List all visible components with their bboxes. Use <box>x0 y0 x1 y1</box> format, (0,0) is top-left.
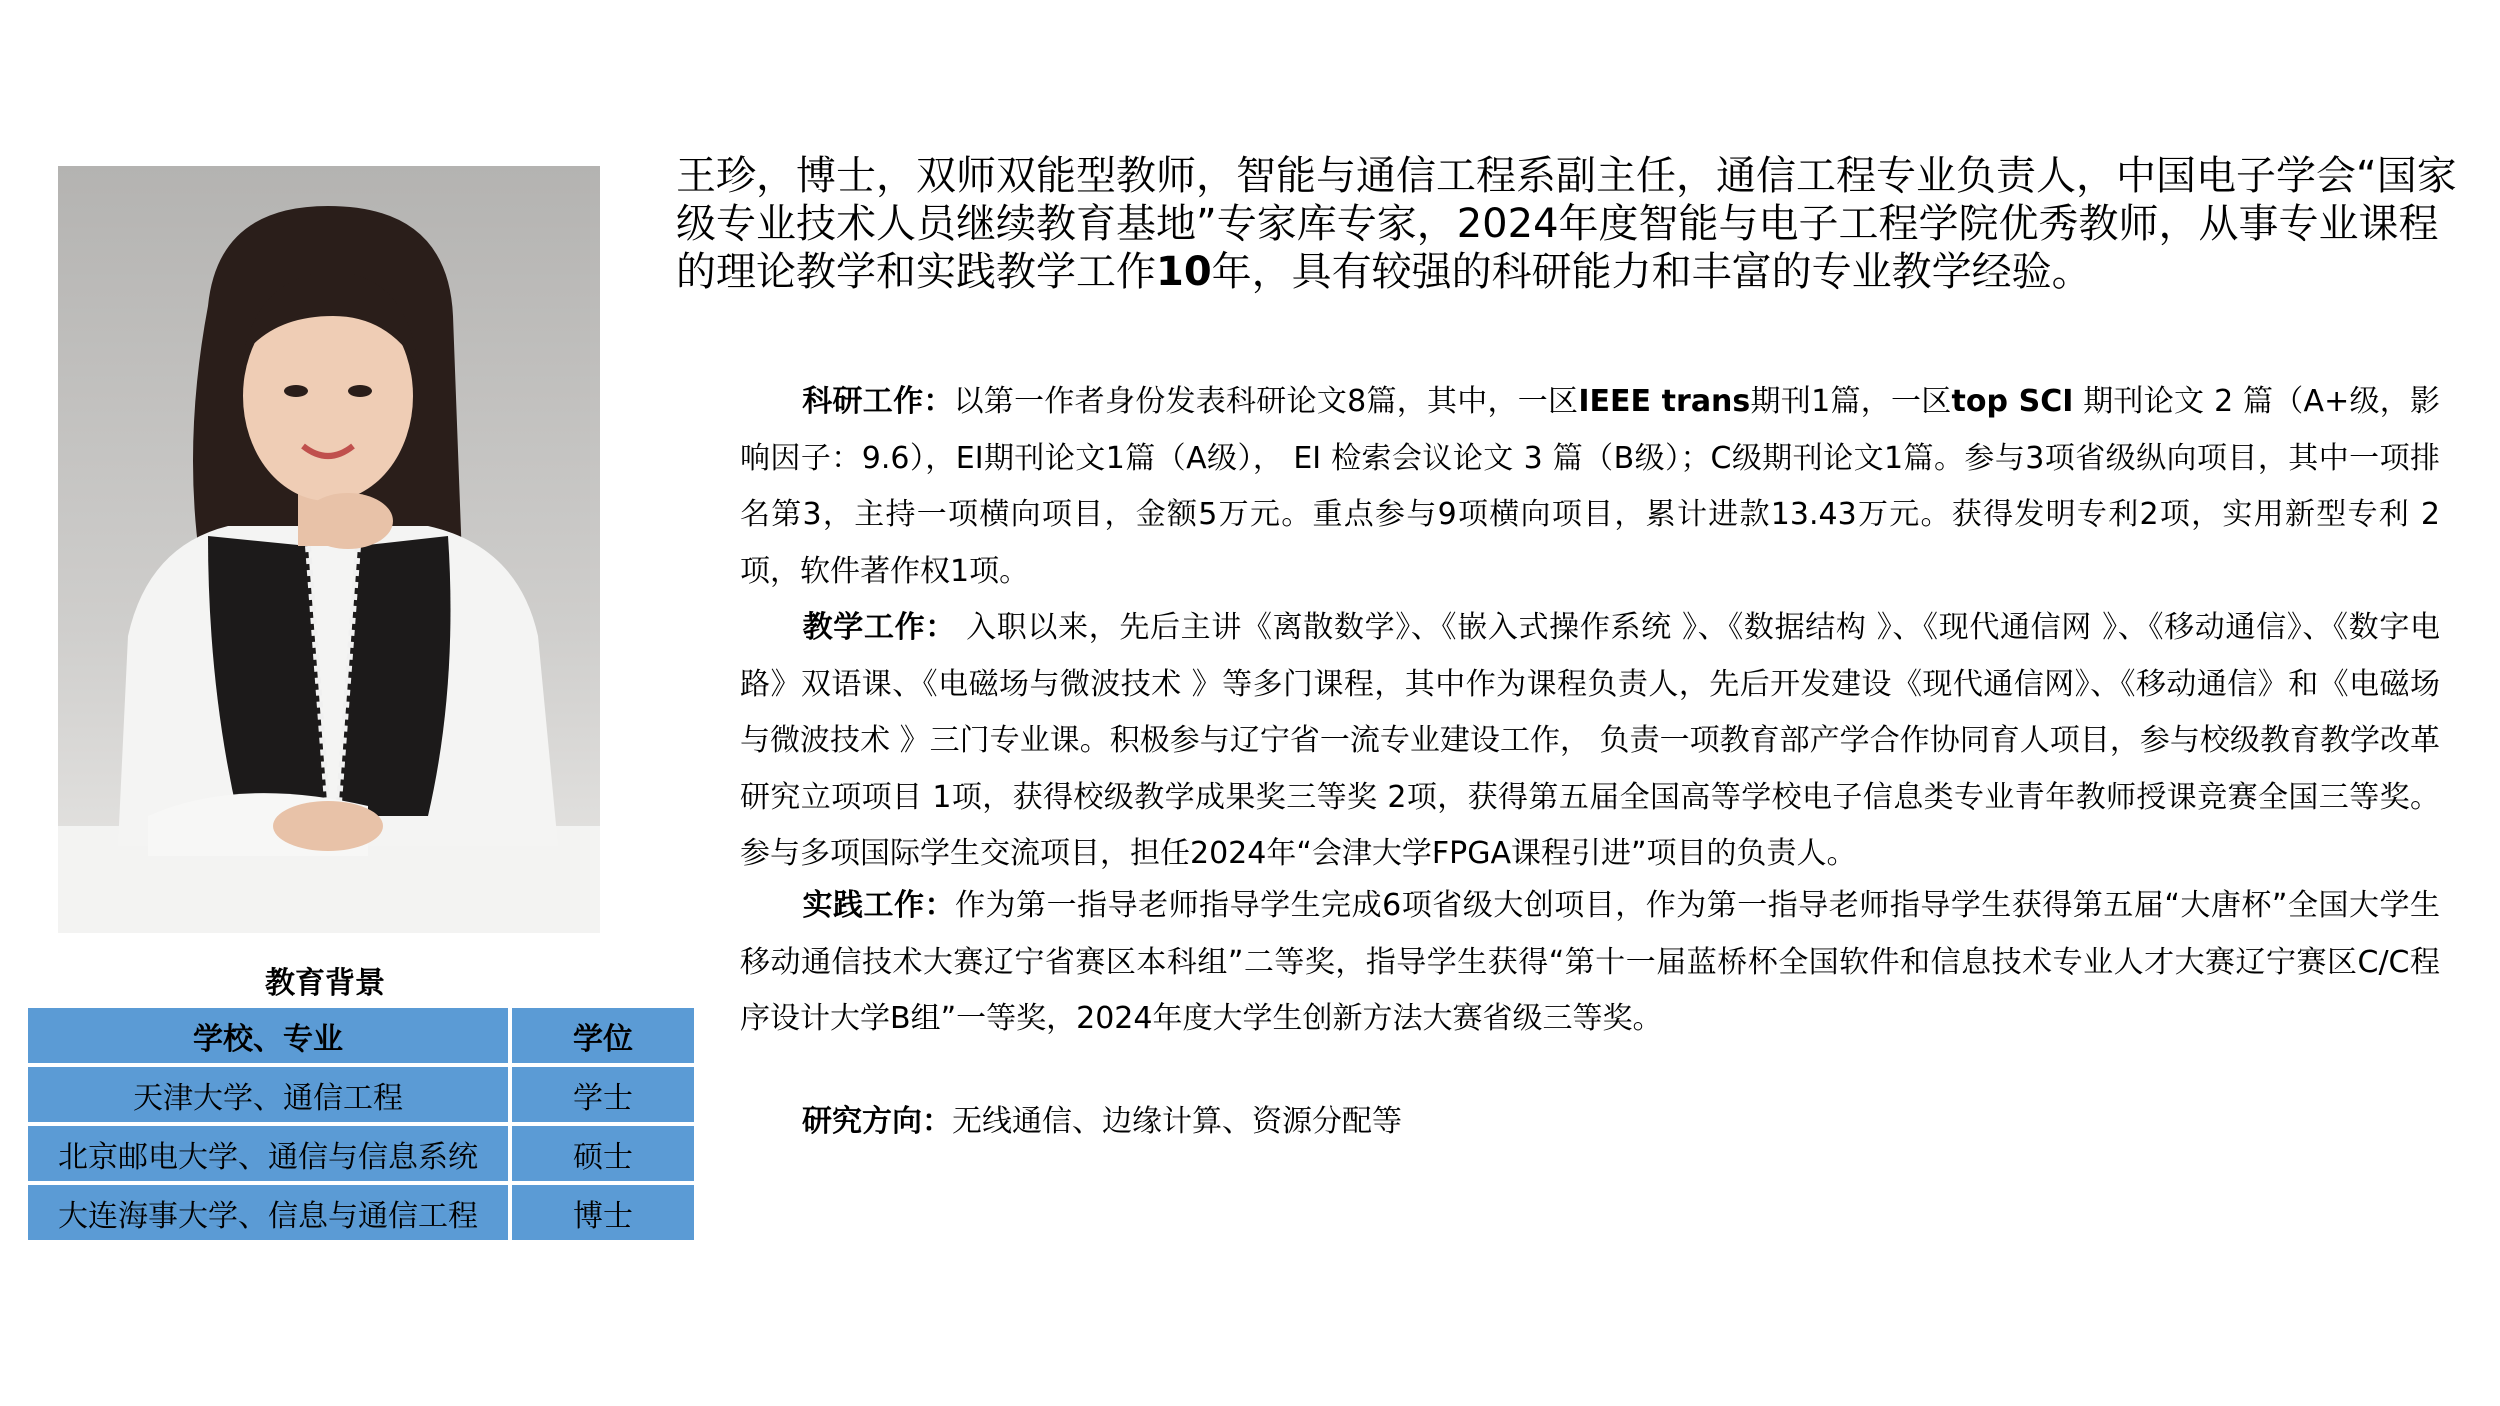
table-row <box>28 1067 694 1122</box>
direction-label: 研究方向： <box>802 1104 952 1139</box>
teaching-text: 入职以来，先后主讲《离散数学》、《嵌入式操作系统 》、《数据结构 》、《现代通信网 》、《移动通信》、《数字电路》双语课、《电磁场与微波技术 》等多门课程，其中作为课程负责人，先后开发建设《现代通信网》、《移动通信》和《电磁场与微波技术 》三门专业课。积极参与辽宁省一流专业建设工作， 负责一项教育部产学合作协同育人项目，参与校级教育教学改革研究立项项目 1项，获得校级教学成果奖三等奖 2项，获得第五届全国高等学校电子信息类专业青年教师授课竞赛全国三等奖。参与多项国际学生交流项目，担任2024年“会津大学FPGA课程引进”项目的负责人。 <box>740 610 2440 871</box>
intro-years: 10 <box>1156 249 1212 295</box>
direction-text: 无线通信、边缘计算、资源分配等 <box>952 1104 1402 1139</box>
research-text: 期刊论文 2 篇（A+级，影响因子：9.6），EI期刊论文1篇（A级）， EI 检索会议论文 3 篇（B级）；C级期刊论文1篇。参与3项省级纵向项目，其中一项排名第3，主持一项横向项目，金额5万元。重点参与9项横向项目，累计进款13.43万元。获得发明专利2项，实用新型专利 2 项，软件著作权1项。 <box>740 384 2441 589</box>
education-header-school: 学校、专业 <box>28 1008 512 1063</box>
direction-section <box>740 1094 2440 1151</box>
education-school: 北京邮电大学、通信与信息系统 <box>28 1126 512 1181</box>
table-row <box>28 1126 694 1181</box>
practice-section <box>740 878 2440 1048</box>
research-text: 期刊1篇，一区 <box>1750 384 1952 419</box>
education-table <box>28 1004 694 1244</box>
education-school: 天津大学、通信工程 <box>28 1067 512 1122</box>
education-header-row <box>28 1008 694 1063</box>
education-degree: 硕士 <box>512 1126 694 1181</box>
research-journal-1: IEEE trans <box>1578 384 1751 419</box>
research-section <box>740 374 2440 600</box>
research-label: 科研工作： <box>802 384 954 419</box>
table-row <box>28 1185 694 1240</box>
practice-label: 实践工作： <box>802 888 956 923</box>
education-school: 大连海事大学、信息与通信工程 <box>28 1185 512 1240</box>
education-header-degree: 学位 <box>512 1008 694 1063</box>
teaching-label: 教学工作： <box>802 610 956 645</box>
portrait-photo <box>58 166 600 933</box>
education-degree: 博士 <box>512 1185 694 1240</box>
practice-text: 作为第一指导老师指导学生完成6项省级大创项目，作为第一指导老师指导学生获得第五届“大唐杯”全国大学生移动通信技术大赛辽宁省赛区本科组”二等奖，指导学生获得“第十一届蓝桥杯全国软件和信息技术专业人才大赛辽宁赛区C/C程序设计大学B组”一等奖，2024年度大学生创新方法大赛省级三等奖。 <box>740 888 2441 1036</box>
education-degree: 学士 <box>512 1067 694 1122</box>
research-journal-2: top SCI <box>1951 384 2074 419</box>
intro-text-end: 年，具有较强的科研能力和丰富的专业教学经验。 <box>1211 249 2092 295</box>
intro-paragraph <box>676 152 2466 296</box>
intro-text: 王珍，博士，双师双能型教师，智能与通信工程系副主任，通信工程专业负责人，中国电子学会“国家级专业技术人员继续教育基地”专家库专家，2024年度智能与电子工程学院优秀教师，从事专业课程的理论教学和实践教学工作 <box>676 153 2457 295</box>
education-title: 教育背景 <box>265 966 385 1001</box>
teaching-section <box>740 600 2440 883</box>
portrait-illustration <box>58 166 600 933</box>
research-text: 以第一作者身份发表科研论文8篇，其中，一区 <box>953 384 1579 419</box>
